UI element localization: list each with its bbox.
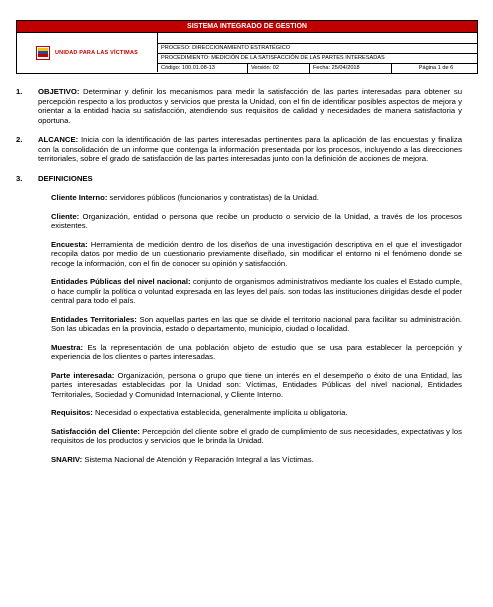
section-number: 3. [16, 173, 23, 183]
definition-item [51, 455, 462, 465]
section-title: DEFINICIONES [38, 173, 93, 183]
definition-term: Requisitos: [51, 408, 93, 417]
section-number: 2. [16, 135, 23, 144]
definition-term: Entidades Territoriales: [51, 314, 137, 324]
definition-text: Organización, persona o grupo que tiene un interés en el desempeño o éxito de una Entidad, las partes interesadas establecidas por la Unidad son: Víctimas, Entidades Públicas del nivel nacional, Entidades Territoriales, Sociedad y Comunidad Internacional, y Cliente Interno. [51, 370, 462, 399]
definition-text: servidores públicos (funcionarios y contratistas) de la Unidad. [107, 193, 319, 202]
definition-text: conjunto de organismos administrativos mediante los cuales el Estado cumple, o hace cumplir la política o voluntad expresada en las leyes del país. son todas las instituciones dirigidas desde el poder central para todo el país. [51, 277, 462, 305]
system-title: SISTEMA INTEGRADO DE GESTION [17, 21, 477, 33]
definition-item [51, 343, 462, 362]
logo-text: UNIDAD PARA LAS VÍCTIMAS [54, 49, 139, 56]
definition-item [51, 193, 462, 203]
logo [17, 33, 158, 72]
page-number: Página 1 de 6 [418, 65, 454, 71]
section-number: 1. [16, 87, 23, 96]
definition-term: Muestra: [51, 342, 84, 352]
definition-term: Entidades Públicas del nivel nacional: [51, 277, 191, 286]
definition-text: Organización, entidad o persona que recibe un producto o servicio de la Unidad, a través de los procesos existentes. [51, 211, 462, 230]
document-code: Código: 100.01.08-13 [158, 64, 248, 73]
section-alcance [16, 135, 462, 164]
process-label: PROCESO: DIRECCIONAMIENTO ESTRATÉGICO [158, 44, 477, 54]
definition-text: Es la representación de una población objeto de estudio que se usa para establecer la percepción y experiencia de los clientes o partes interesadas. [51, 342, 462, 361]
definition-term: Encuesta: [51, 239, 88, 249]
section-title: OBJETIVO: [38, 87, 80, 96]
definition-item [51, 371, 462, 400]
document-body [16, 87, 462, 473]
definition-text: Son aquellas partes en las que se divide el territorio nacional para facilitar su administración. Son las ubicadas en la provincia, estado o departamento, municipio, ciudad o localidad. [51, 314, 462, 333]
section-objetivo [16, 87, 462, 125]
definition-item [51, 240, 462, 269]
definition-item [51, 315, 462, 334]
meta-spacer [158, 33, 477, 44]
section-definiciones [16, 173, 462, 184]
procedure-label: PROCEDIMIENTO: MEDICIÓN DE LA SATISFACCIÓN DE LAS PARTES INTERESADAS [158, 54, 477, 64]
section-title: ALCANCE: [38, 135, 79, 144]
definition-term: Cliente Interno: [51, 193, 108, 202]
document-header [16, 20, 478, 74]
definition-term: SNARIV: [51, 454, 83, 464]
meta-info-row [158, 64, 477, 73]
definition-text: Sistema Nacional de Atención y Reparación Integral a las Víctimas. [82, 454, 314, 464]
definition-item [51, 277, 462, 306]
definition-text: Percepción del cliente sobre el grado de cumplimiento de sus necesidades, expectativas y los requisitos de los productos y servicios que le brinda la Unidad. [51, 426, 462, 445]
unidad-logo-icon [36, 46, 50, 60]
definition-item [51, 212, 462, 231]
definition-term: Satisfacción del Cliente: [51, 426, 140, 436]
definition-term: Parte interesada: [51, 370, 115, 380]
definition-text: Necesidad o expectativa establecida, generalmente implícita u obligatoria. [92, 408, 348, 417]
definition-text: Herramienta de medición dentro de los diseños de una investigación descriptiva en el que el investigador recopila datos por medio de un cuestionario previamente diseñado, sin modificar el entorno ni el fenómeno donde se recoge la información, con el fin de conocer su opinión y satisfacción. [51, 239, 462, 268]
document-version: Versión: 02 [248, 64, 310, 73]
section-text: Determinar y definir los mecanismos para medir la satisfacción de las partes interesadas para obtener su percepción respecto a los productos y servicios que presta la Unidad, con el fin de identificar posibles aspectos de mejora y orientar a la entidad hacia su satisfacción, atendiendo sus requisitos de calidad y necesidades de manera satisfactoria y oportuna. [38, 87, 462, 125]
document-date: Fecha: 25/04/2018 [310, 64, 392, 73]
definition-item [51, 408, 462, 418]
document-meta [158, 33, 477, 73]
definition-item [51, 427, 462, 446]
definition-term: Cliente: [51, 211, 80, 221]
section-text: Inicia con la identificación de las partes interesadas pertinentes para la aplicación de las encuestas y finaliza con la consolidación de un informe que contenga la información presentada por los procesos, incluyendo a las direcciones territoriales, sobre el grado de satisfacción de las partes interesadas junto con la definición de acciones de mejora. [38, 135, 462, 163]
